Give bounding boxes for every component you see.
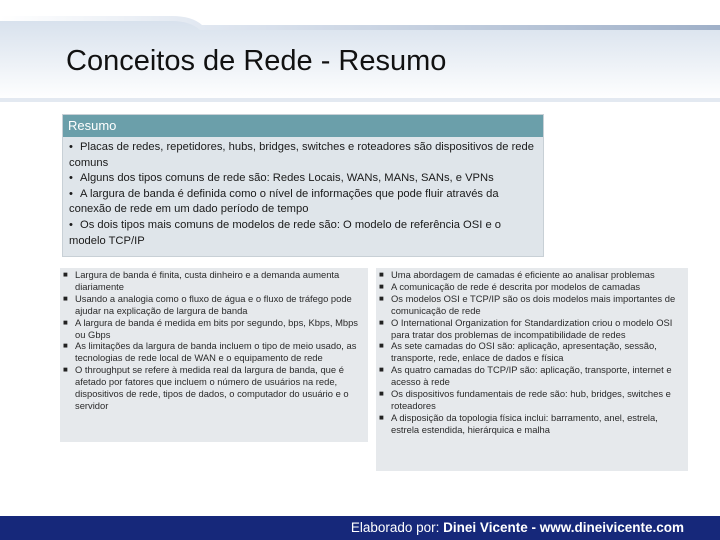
- left-summary-column: [60, 268, 368, 442]
- list-item: [379, 364, 685, 388]
- list-item: [379, 317, 685, 341]
- list-item: [379, 340, 685, 364]
- bullet-icon: ■: [379, 270, 384, 279]
- list-item: [379, 388, 685, 412]
- list-item-text: As quatro camadas do TCP/IP são: aplicação, transporte, internet e acesso à rede: [391, 364, 672, 388]
- list-item: [63, 293, 365, 317]
- list-item: [63, 364, 365, 412]
- bullet-icon: ■: [63, 270, 68, 279]
- summary-item: [69, 140, 539, 171]
- summary-item-text: A largura de banda é definida como o nível de informações que pode fluir através da conexão de rede em um dado período de tempo: [69, 187, 499, 216]
- list-item: [379, 293, 685, 317]
- bullet-icon: ■: [63, 341, 68, 351]
- list-item-text: O International Organization for Standardization criou o modelo OSI para tratar dos problemas de incompatibilidade de redes: [391, 316, 673, 340]
- bullet-icon: ■: [63, 293, 68, 303]
- list-item-text: O throughput se refere à medida real da largura de banda, que é afetado por fatores que incluem o número de usuários na rede, dispositivos de rede, tipos de dados, o computador do usuário e o servidor: [75, 364, 349, 411]
- footer-credit: [351, 520, 684, 535]
- footer-bar: [0, 516, 720, 540]
- summary-panel: [62, 114, 544, 257]
- bullet-icon: ■: [63, 365, 68, 375]
- bullet-icon: ■: [379, 365, 384, 375]
- list-item: [63, 269, 365, 293]
- bullet-icon: ■: [379, 412, 384, 422]
- bullet-icon: •: [69, 141, 73, 153]
- summary-item-text: Alguns dos tipos comuns de rede são: Redes Locais, WANs, MANs, SANs, e VPNs: [80, 172, 494, 185]
- bullet-icon: ■: [379, 317, 384, 327]
- bullet-icon: •: [69, 187, 73, 200]
- list-item: [379, 281, 685, 293]
- list-item-text: As limitações da largura de banda incluem o tipo de meio usado, as tecnologias de rede local de WAN e o equipamento de rede: [75, 340, 357, 364]
- list-item-text: Os dispositivos fundamentais de rede são: hub, bridges, switches e roteadores: [391, 388, 671, 411]
- list-item: [63, 340, 365, 364]
- left-column-list: [60, 268, 368, 412]
- bullet-icon: ■: [379, 281, 384, 291]
- bullet-icon: ■: [379, 293, 384, 303]
- footer-prefix: Elaborado por:: [350, 520, 444, 535]
- list-item-text: A comunicação de rede é descrita por modelos de camadas: [391, 280, 641, 292]
- summary-item-text: Placas de redes, repetidores, hubs, bridges, switches e roteadores são dispositivos de rede comuns: [69, 141, 534, 169]
- summary-item: [69, 218, 539, 249]
- bullet-icon: •: [69, 218, 73, 231]
- list-item: [63, 317, 365, 341]
- list-item-text: Uma abordagem de camadas é eficiente ao analisar problemas: [391, 269, 655, 280]
- list-item-text: Os modelos OSI e TCP/IP são os dois modelos mais importantes de comunicação de rede: [391, 292, 676, 316]
- page-title: Conceitos de Rede - Resumo: [66, 45, 447, 77]
- summary-item: [69, 187, 539, 218]
- list-item: [379, 412, 685, 436]
- list-item-text: A disposição da topologia física inclui: barramento, anel, estrela, estrela estendida, hierárquica e malha: [391, 411, 658, 435]
- summary-header: Resumo: [63, 115, 543, 137]
- list-item-text: A largura de banda é medida em bits por segundo, bps, Kbps, Mbps ou Gbps: [75, 316, 358, 340]
- bullet-icon: ■: [63, 317, 68, 327]
- list-item-text: Largura de banda é finita, custa dinheiro e a demanda aumenta diariamente: [75, 269, 340, 292]
- list-item-text: Usando a analogia como o fluxo de água e o fluxo de tráfego pode ajudar na explicação de largura de banda: [75, 292, 352, 316]
- summary-list: [63, 137, 543, 249]
- bullet-icon: ■: [379, 389, 384, 399]
- bullet-icon: •: [69, 172, 73, 185]
- right-summary-column: [376, 268, 688, 471]
- bullet-icon: ■: [379, 341, 384, 351]
- summary-item-text: Os dois tipos mais comuns de modelos de rede são: O modelo de referência OSI e o modelo TCP/IP: [69, 218, 501, 247]
- list-item-text: As sete camadas do OSI são: aplicação, apresentação, sessão, transporte, rede, enlace de dados e física: [391, 340, 657, 364]
- summary-item: [69, 171, 539, 187]
- footer-author-link[interactable]: Dinei Vicente - www.dineivicente.com: [443, 520, 684, 535]
- list-item: [379, 269, 685, 281]
- right-column-list: [376, 268, 688, 436]
